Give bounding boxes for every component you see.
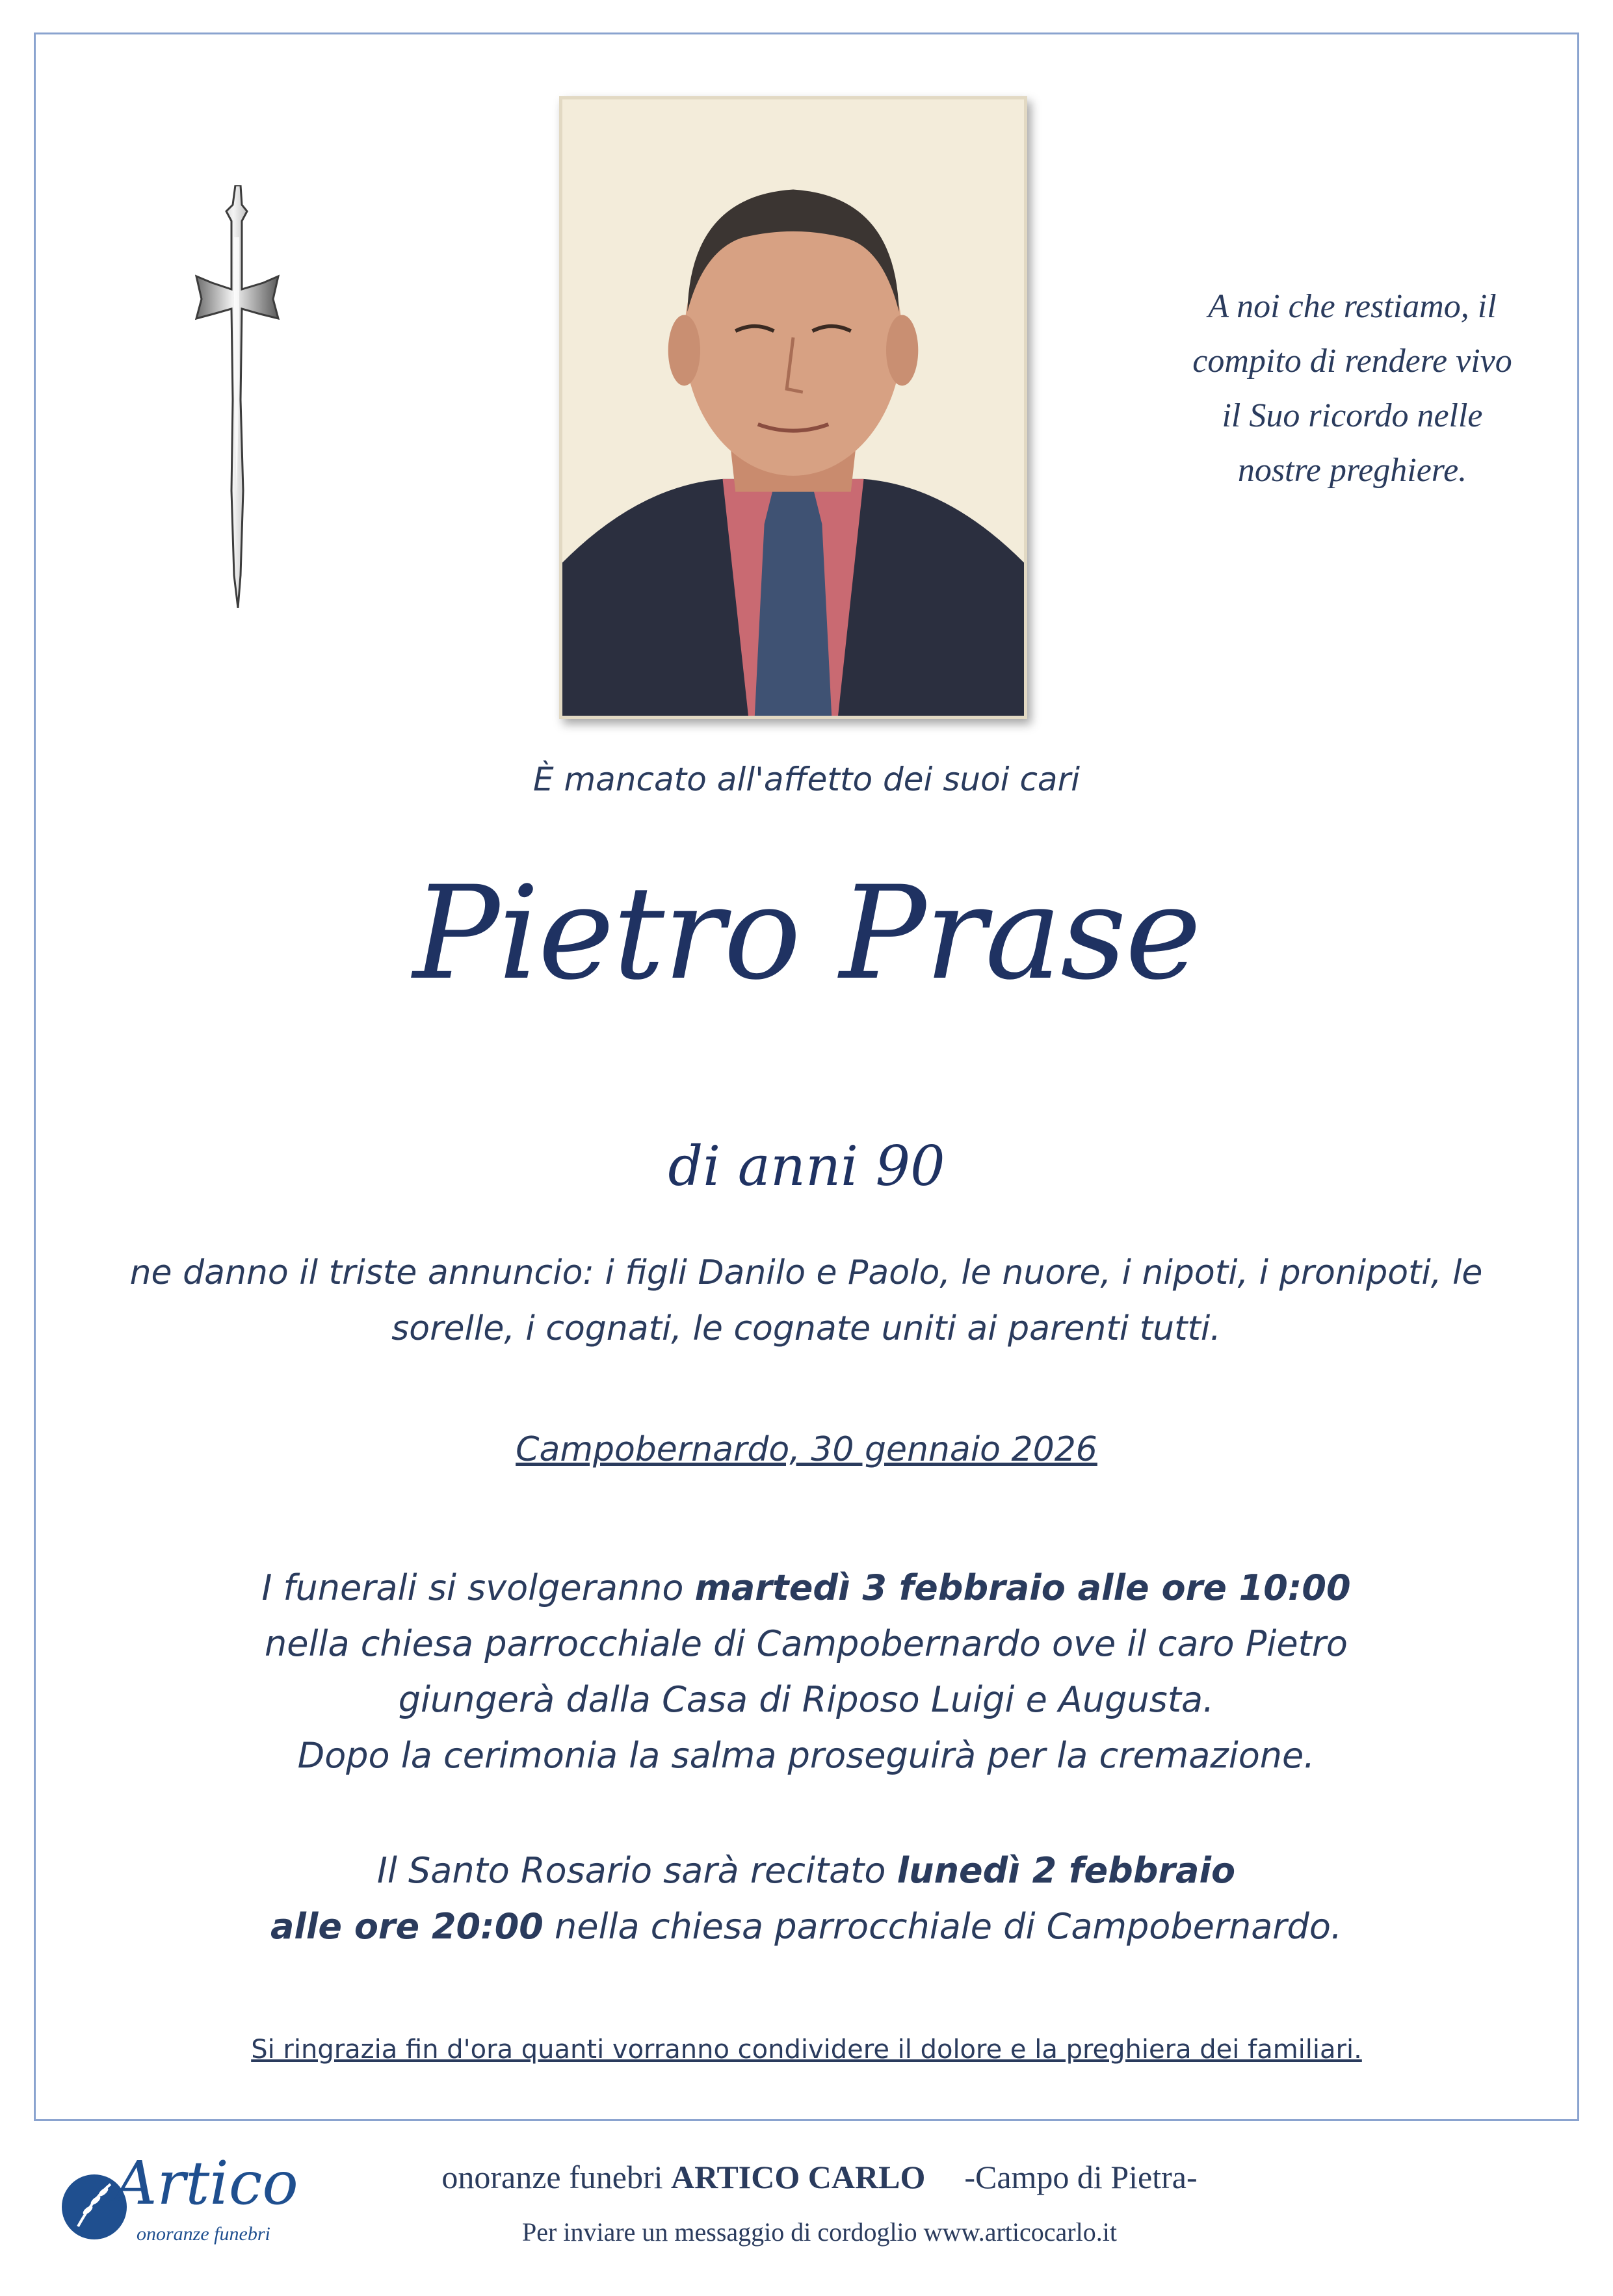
footer-company-name: ARTICO CARLO bbox=[671, 2159, 926, 2195]
funeral-line: nella chiesa parrocchiale di Campobernardo ove il caro Pietro bbox=[265, 1623, 1348, 1664]
logo-subtitle: onoranze funebri bbox=[137, 2223, 270, 2245]
quote-line: compito di rendere vivo bbox=[1192, 343, 1512, 380]
portrait-photo bbox=[559, 96, 1027, 719]
quote-line: nostre preghiere. bbox=[1237, 452, 1467, 489]
funeral-details bbox=[182, 1560, 1430, 1784]
funeral-line: giungerà dalla Casa di Riposo Luigi e Augusta. bbox=[398, 1679, 1214, 1720]
thanks-note: Si ringrazia fin d'ora quanti vorranno condividere il dolore e la preghiera dei familiari. bbox=[251, 2035, 1362, 2065]
rosary-suffix: nella chiesa parrocchiale di Campobernardo. bbox=[543, 1906, 1343, 1947]
rosary-time: alle ore 20:00 bbox=[270, 1906, 544, 1947]
cross-icon bbox=[195, 185, 280, 608]
footer-company bbox=[0, 2158, 1613, 2196]
place-date: Campobernardo, 30 gennaio 2026 bbox=[516, 1430, 1097, 1469]
rosary-prefix: Il Santo Rosario sarà recitato bbox=[376, 1850, 897, 1891]
quote-line: il Suo ricordo nelle bbox=[1222, 397, 1483, 434]
footer-location: -Campo di Pietra- bbox=[964, 2159, 1198, 2195]
funeral-datetime: martedì 3 febbraio alle ore 10:00 bbox=[694, 1567, 1351, 1608]
logo-name: Artico bbox=[114, 2148, 298, 2218]
funeral-prefix: I funerali si svolgeranno bbox=[261, 1567, 695, 1608]
rosary-details bbox=[182, 1843, 1430, 1955]
footer-prefix: onoranze funebri bbox=[441, 2159, 671, 2195]
funeral-line: Dopo la cerimonia la salma proseguirà per la cremazione. bbox=[297, 1735, 1315, 1776]
deceased-name: Pietro Prase bbox=[413, 858, 1200, 1008]
rosary-day: lunedì 2 febbraio bbox=[897, 1850, 1236, 1891]
announcement-text: ne danno il triste annuncio: i figli Danilo e Paolo, le nuore, i nipoti, i pronipoti, le sorelle, i cognati, le cognate uniti ai parenti tutti. bbox=[129, 1253, 1483, 1348]
deceased-age: di anni 90 bbox=[668, 1134, 945, 1198]
memorial-quote bbox=[1066, 280, 1613, 498]
quote-line: A noi che restiamo, il bbox=[1208, 288, 1497, 325]
intro-text: È mancato all'affetto dei suoi cari bbox=[532, 761, 1081, 798]
footer-message: Per inviare un messaggio di cordoglio www.articocarlo.it bbox=[522, 2217, 1117, 2247]
